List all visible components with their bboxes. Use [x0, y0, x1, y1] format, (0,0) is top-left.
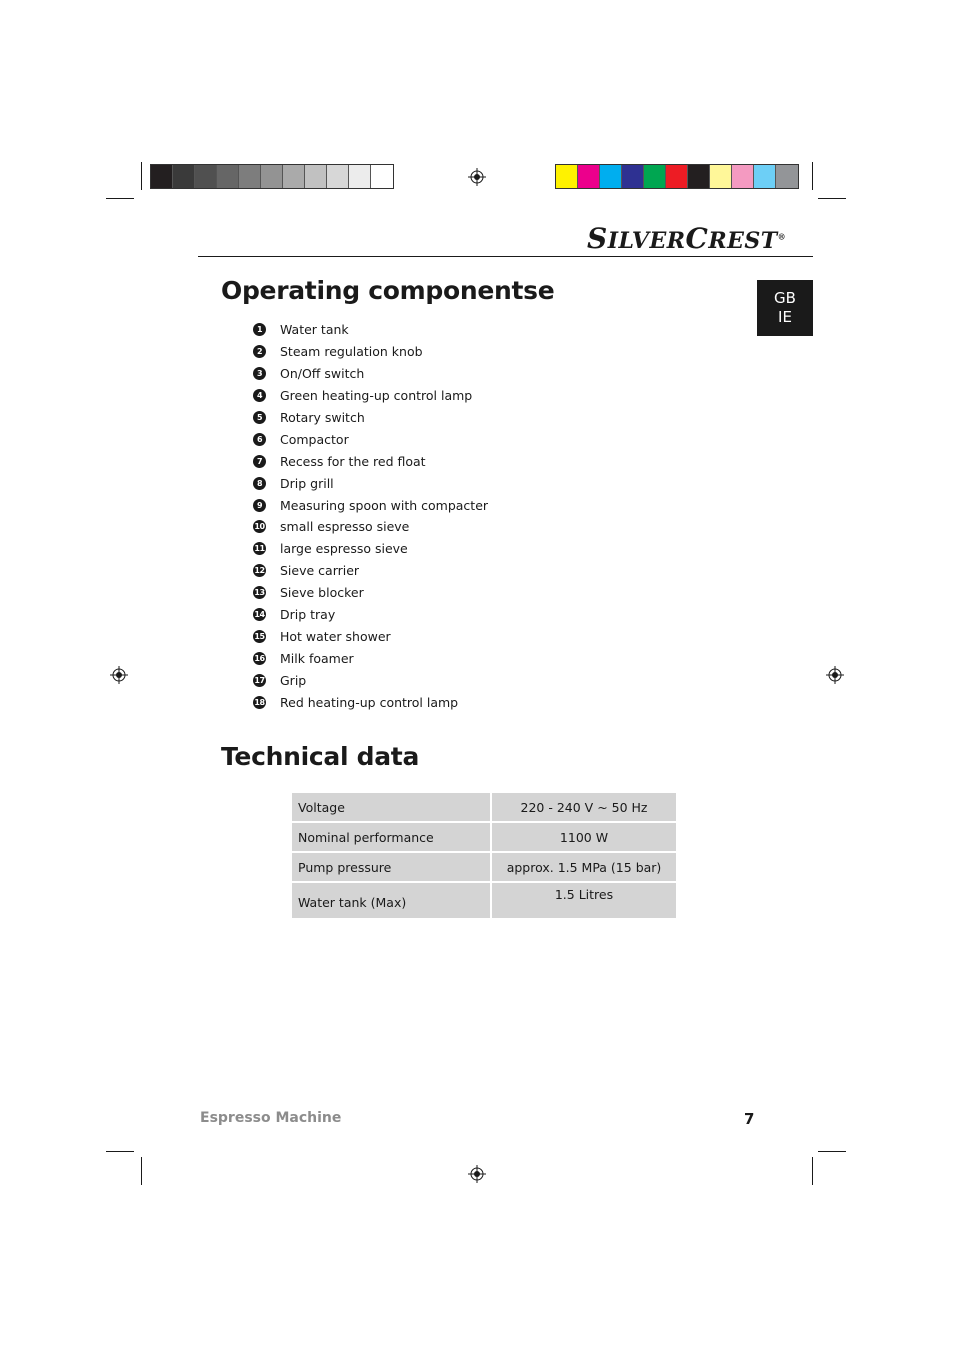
item-label: Compactor	[280, 431, 349, 447]
color-swatch	[776, 165, 798, 188]
list-item	[253, 385, 488, 407]
crop-mark	[141, 1157, 142, 1185]
item-label: Sieve carrier	[280, 563, 360, 579]
registration-mark-icon	[468, 1165, 486, 1183]
list-item	[253, 582, 488, 604]
color-swatch	[688, 165, 710, 188]
list-item	[253, 538, 488, 560]
footer-title: Espresso Machine	[200, 1110, 342, 1126]
item-number-badge: 13	[254, 588, 265, 598]
crop-mark	[141, 162, 142, 190]
crop-mark	[812, 1157, 813, 1185]
crop-mark	[812, 162, 813, 190]
item-label: Grip	[280, 672, 307, 688]
item-number-badge: 14	[254, 610, 265, 620]
item-label: Water tank	[280, 322, 349, 338]
component-list	[253, 319, 488, 713]
item-label: Drip grill	[280, 475, 334, 491]
color-swatch	[327, 165, 349, 188]
item-number-badge: 7	[253, 455, 266, 468]
color-swatch	[600, 165, 622, 188]
item-label: Hot water shower	[280, 628, 391, 644]
color-swatch	[556, 165, 578, 188]
table-row	[291, 792, 677, 822]
list-item	[253, 407, 488, 429]
item-number-badge: 2	[253, 345, 266, 358]
registration-mark-icon	[110, 666, 128, 684]
list-item	[253, 363, 488, 385]
item-number-badge: 4	[253, 389, 266, 402]
spec-value: 1.5 Litres	[491, 882, 677, 919]
language-code: GB	[774, 289, 796, 307]
item-number-badge: 16	[254, 653, 265, 663]
item-number-badge: 8	[253, 477, 266, 490]
color-swatch	[217, 165, 239, 188]
item-number-badge: 3	[253, 367, 266, 380]
item-label: Sieve blocker	[280, 585, 364, 601]
item-label: Steam regulation knob	[280, 344, 423, 360]
list-item	[253, 691, 488, 713]
color-swatch	[349, 165, 371, 188]
item-label: small espresso sieve	[280, 519, 410, 535]
registration-mark-icon	[468, 168, 486, 186]
crop-mark	[106, 1151, 134, 1152]
item-label: large espresso sieve	[280, 541, 408, 557]
color-swatch	[666, 165, 688, 188]
item-label: Recess for the red float	[280, 453, 426, 469]
item-label: Milk foamer	[280, 650, 354, 666]
list-item	[253, 604, 488, 626]
item-number-badge: 1	[253, 323, 266, 336]
section-title-technical-data: Technical data	[221, 742, 420, 771]
brand-logo: SILVERCREST®	[587, 222, 787, 255]
grayscale-color-bar	[150, 164, 394, 189]
color-swatch	[622, 165, 644, 188]
color-swatch	[371, 165, 393, 188]
list-item	[253, 647, 488, 669]
spec-value: approx. 1.5 MPa (15 bar)	[491, 852, 677, 882]
header-rule	[198, 256, 813, 257]
item-number-badge: 11	[254, 544, 265, 554]
item-number-badge: 5	[253, 411, 266, 424]
item-number-badge: 6	[253, 433, 266, 446]
color-swatch	[578, 165, 600, 188]
table-row	[291, 882, 677, 919]
technical-data-table	[290, 791, 678, 920]
spec-key: Pump pressure	[291, 852, 491, 882]
item-label: Measuring spoon with compacter	[280, 497, 489, 513]
spec-key: Water tank (Max)	[291, 882, 491, 919]
language-code: IE	[778, 308, 792, 326]
item-label: Red heating-up control lamp	[280, 694, 459, 710]
color-swatch	[305, 165, 327, 188]
table-row	[291, 852, 677, 882]
list-item	[253, 341, 488, 363]
color-swatch	[710, 165, 732, 188]
color-swatch	[195, 165, 217, 188]
list-item	[253, 319, 488, 341]
item-number-badge: 12	[254, 566, 265, 576]
page-number: 7	[744, 1110, 755, 1128]
list-item	[253, 428, 488, 450]
process-color-bar	[555, 164, 799, 189]
item-label: Drip tray	[280, 607, 336, 623]
list-item	[253, 494, 488, 516]
list-item	[253, 560, 488, 582]
item-number-badge: 18	[254, 697, 265, 707]
spec-value: 1100 W	[491, 822, 677, 852]
list-item	[253, 516, 488, 538]
color-swatch	[261, 165, 283, 188]
item-label: Green heating-up control lamp	[280, 388, 473, 404]
list-item	[253, 625, 488, 647]
color-swatch	[644, 165, 666, 188]
color-swatch	[732, 165, 754, 188]
color-swatch	[151, 165, 173, 188]
color-swatch	[173, 165, 195, 188]
table-row	[291, 822, 677, 852]
section-title-operating-components: Operating componentse	[221, 276, 555, 305]
list-item	[253, 472, 488, 494]
crop-mark	[106, 198, 134, 199]
color-swatch	[283, 165, 305, 188]
color-swatch	[754, 165, 776, 188]
crop-mark	[818, 198, 846, 199]
spec-key: Nominal performance	[291, 822, 491, 852]
crop-mark	[818, 1151, 846, 1152]
color-swatch	[239, 165, 261, 188]
language-tab	[757, 280, 813, 336]
item-number-badge: 15	[254, 631, 265, 641]
list-item	[253, 450, 488, 472]
item-label: Rotary switch	[280, 410, 365, 425]
list-item	[253, 669, 488, 691]
item-label: On/Off switch	[280, 366, 365, 382]
item-number-badge: 10	[254, 522, 265, 532]
item-number-badge: 9	[253, 499, 266, 512]
spec-value: 220 - 240 V ~ 50 Hz	[491, 792, 677, 822]
registration-mark-icon	[826, 666, 844, 684]
item-number-badge: 17	[254, 675, 265, 685]
spec-key: Voltage	[291, 792, 491, 822]
